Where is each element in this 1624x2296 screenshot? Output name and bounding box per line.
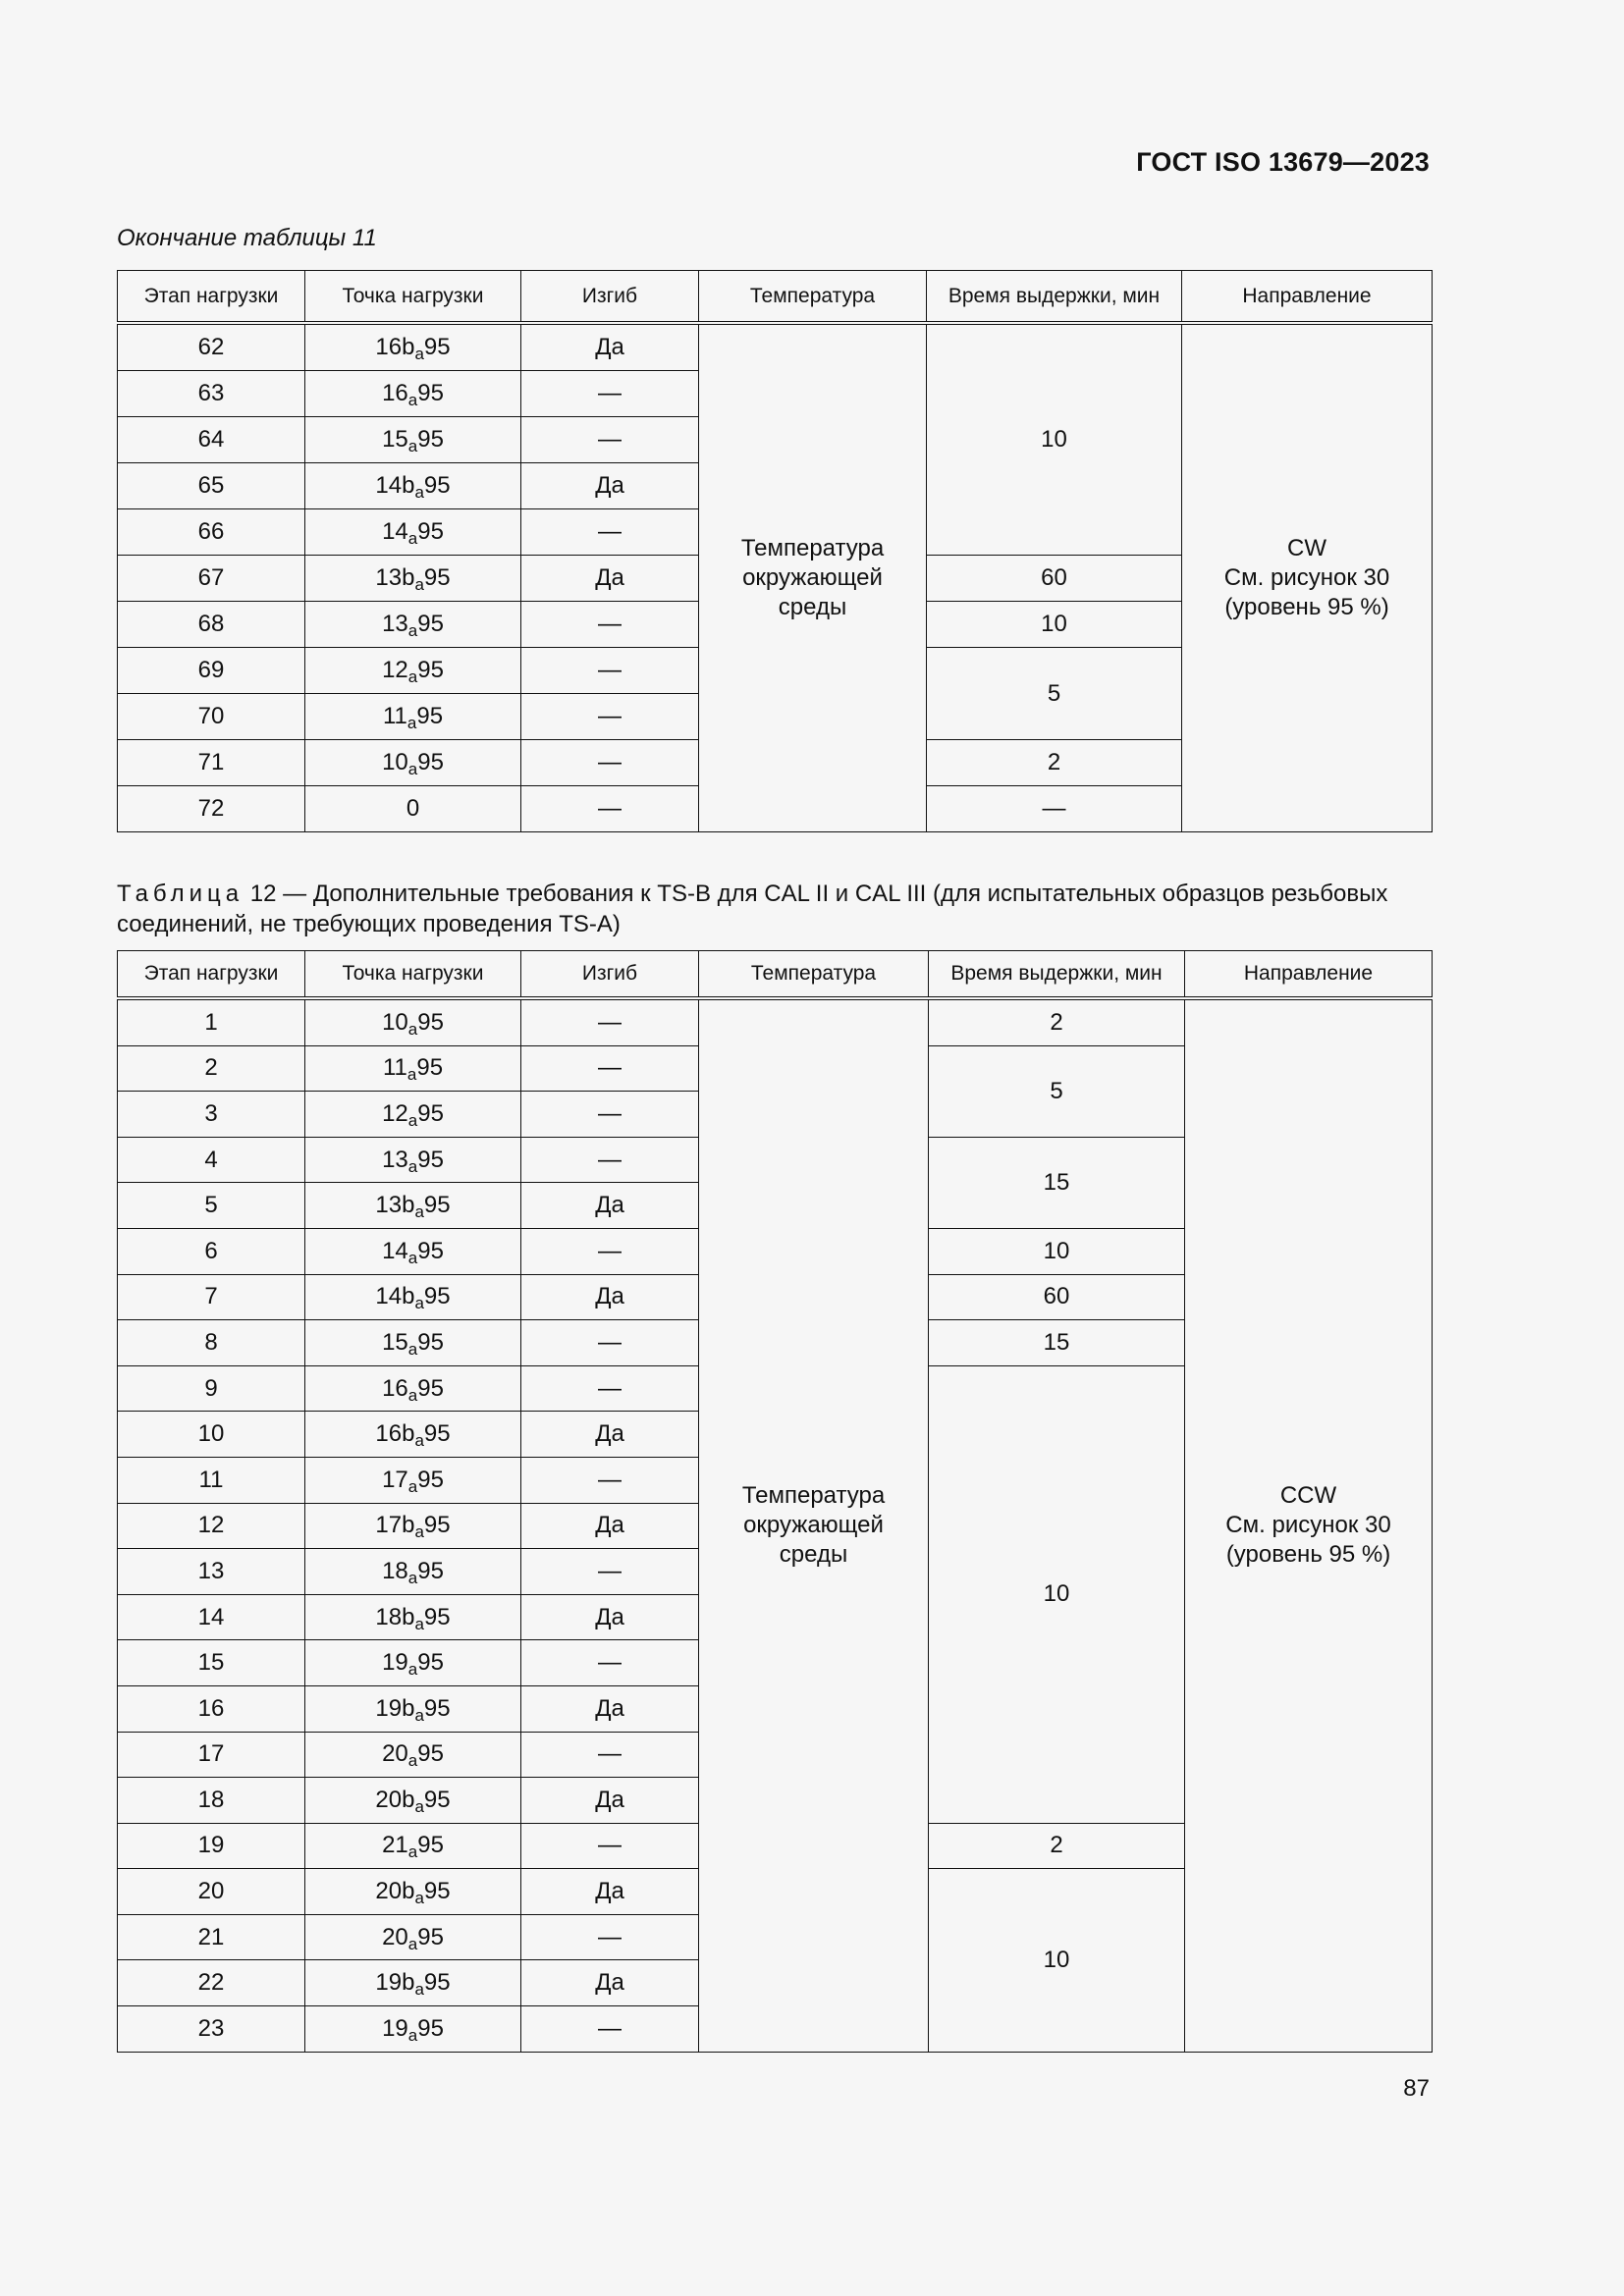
temperature-cell: Температура окружающей среды bbox=[699, 323, 927, 832]
stage-cell: 8 bbox=[118, 1320, 305, 1366]
bend-cell: — bbox=[521, 2006, 699, 2053]
table-header-row bbox=[118, 271, 1433, 324]
bend-cell: Да bbox=[521, 1183, 699, 1229]
load-point-cell: $13_a95$ bbox=[305, 1137, 521, 1183]
temperature-cell: Температура окружающей среды bbox=[699, 998, 929, 2052]
load-point-cell: $10_a95$ bbox=[305, 740, 521, 786]
hold-time-cell: 2 bbox=[927, 740, 1182, 786]
bend-cell: — bbox=[521, 1732, 699, 1778]
load-point-cell: $14_a95$ bbox=[305, 1228, 521, 1274]
load-point-cell: $20b_a95$ bbox=[305, 1869, 521, 1915]
hold-time-cell: 10 bbox=[927, 323, 1182, 556]
bend-cell: Да bbox=[521, 323, 699, 371]
stage-cell: 63 bbox=[118, 371, 305, 417]
stage-cell: 5 bbox=[118, 1183, 305, 1229]
column-header: Этап нагрузки bbox=[118, 271, 305, 324]
stage-cell: 62 bbox=[118, 323, 305, 371]
table-12 bbox=[117, 950, 1433, 2053]
hold-time-cell: 2 bbox=[929, 998, 1185, 1045]
load-point-cell: $19b_a95$ bbox=[305, 1960, 521, 2006]
column-header: Температура bbox=[699, 271, 927, 324]
hold-time-cell: 10 bbox=[927, 602, 1182, 648]
load-point-cell: $10_a95$ bbox=[305, 998, 521, 1045]
bend-cell: Да bbox=[521, 1503, 699, 1549]
hold-time-cell: 10 bbox=[929, 1869, 1185, 2052]
load-point-cell: $13b_a95$ bbox=[305, 556, 521, 602]
stage-cell: 71 bbox=[118, 740, 305, 786]
bend-cell: — bbox=[521, 1045, 699, 1092]
document-code: ГОСТ ISO 13679—2023 bbox=[1136, 147, 1430, 177]
bend-cell: Да bbox=[521, 1778, 699, 1824]
stage-cell: 15 bbox=[118, 1640, 305, 1686]
table-row bbox=[118, 323, 1433, 371]
bend-cell: — bbox=[521, 740, 699, 786]
load-point-cell: 0 bbox=[305, 786, 521, 832]
bend-cell: — bbox=[521, 417, 699, 463]
hold-time-cell: 5 bbox=[927, 648, 1182, 740]
load-point-cell: $13_a95$ bbox=[305, 602, 521, 648]
stage-cell: 19 bbox=[118, 1823, 305, 1869]
bend-cell: — bbox=[521, 998, 699, 1045]
stage-cell: 69 bbox=[118, 648, 305, 694]
stage-cell: 7 bbox=[118, 1274, 305, 1320]
stage-cell: 64 bbox=[118, 417, 305, 463]
bend-cell: — bbox=[521, 1914, 699, 1960]
bend-cell: — bbox=[521, 1549, 699, 1595]
hold-time-cell: 60 bbox=[929, 1274, 1185, 1320]
hold-time-cell: 15 bbox=[929, 1137, 1185, 1228]
bend-cell: — bbox=[521, 1640, 699, 1686]
bend-cell: — bbox=[521, 371, 699, 417]
load-point-cell: $14b_a95$ bbox=[305, 1274, 521, 1320]
stage-cell: 72 bbox=[118, 786, 305, 832]
stage-cell: 10 bbox=[118, 1412, 305, 1458]
bend-cell: — bbox=[521, 1228, 699, 1274]
stage-cell: 16 bbox=[118, 1685, 305, 1732]
bend-cell: Да bbox=[521, 1274, 699, 1320]
load-point-cell: $19_a95$ bbox=[305, 1640, 521, 1686]
load-point-cell: $17b_a95$ bbox=[305, 1503, 521, 1549]
column-header: Точка нагрузки bbox=[305, 271, 521, 324]
column-header: Изгиб bbox=[521, 271, 699, 324]
load-point-cell: $12_a95$ bbox=[305, 648, 521, 694]
hold-time-cell: — bbox=[927, 786, 1182, 832]
load-point-cell: $19b_a95$ bbox=[305, 1685, 521, 1732]
load-point-cell: $11_a95$ bbox=[305, 1045, 521, 1092]
stage-cell: 1 bbox=[118, 998, 305, 1045]
bend-cell: Да bbox=[521, 556, 699, 602]
column-header: Время выдержки, мин bbox=[929, 951, 1185, 999]
stage-cell: 20 bbox=[118, 1869, 305, 1915]
stage-cell: 65 bbox=[118, 463, 305, 509]
column-header: Время выдержки, мин bbox=[927, 271, 1182, 324]
stage-cell: 14 bbox=[118, 1594, 305, 1640]
column-header: Направление bbox=[1182, 271, 1433, 324]
table-11 bbox=[117, 270, 1433, 832]
stage-cell: 68 bbox=[118, 602, 305, 648]
column-header: Этап нагрузки bbox=[118, 951, 305, 999]
load-point-cell: $20_a95$ bbox=[305, 1732, 521, 1778]
stage-cell: 12 bbox=[118, 1503, 305, 1549]
load-point-cell: $13b_a95$ bbox=[305, 1183, 521, 1229]
stage-cell: 70 bbox=[118, 694, 305, 740]
hold-time-cell: 10 bbox=[929, 1365, 1185, 1823]
load-point-cell: $15_a95$ bbox=[305, 1320, 521, 1366]
hold-time-cell: 15 bbox=[929, 1320, 1185, 1366]
bend-cell: Да bbox=[521, 1412, 699, 1458]
stage-cell: 4 bbox=[118, 1137, 305, 1183]
bend-cell: — bbox=[521, 1365, 699, 1412]
load-point-cell: $19_a95$ bbox=[305, 2006, 521, 2053]
hold-time-cell: 10 bbox=[929, 1228, 1185, 1274]
stage-cell: 13 bbox=[118, 1549, 305, 1595]
load-point-cell: $21_a95$ bbox=[305, 1823, 521, 1869]
bend-cell: — bbox=[521, 694, 699, 740]
direction-cell: CW См. рисунок 30 (уровень 95 %) bbox=[1182, 323, 1433, 832]
column-header: Направление bbox=[1185, 951, 1433, 999]
stage-cell: 11 bbox=[118, 1457, 305, 1503]
table-11-continuation-caption: Окончание таблицы 11 bbox=[117, 225, 377, 251]
hold-time-cell: 5 bbox=[929, 1045, 1185, 1137]
table-12-caption-text: 12 — Дополнительные требования к TS-B для CAL II и CAL III (для испытательных образцов резьбовых соединений, не требующих проведения TS-A) bbox=[117, 881, 1388, 937]
load-point-cell: $14b_a95$ bbox=[305, 463, 521, 509]
table-12-caption-label: Таблица bbox=[117, 881, 244, 907]
column-header: Температура bbox=[699, 951, 929, 999]
load-point-cell: $15_a95$ bbox=[305, 417, 521, 463]
table-header-row bbox=[118, 951, 1433, 999]
bend-cell: — bbox=[521, 1823, 699, 1869]
load-point-cell: $14_a95$ bbox=[305, 509, 521, 556]
stage-cell: 6 bbox=[118, 1228, 305, 1274]
load-point-cell: $18b_a95$ bbox=[305, 1594, 521, 1640]
bend-cell: — bbox=[521, 602, 699, 648]
bend-cell: Да bbox=[521, 1685, 699, 1732]
stage-cell: 2 bbox=[118, 1045, 305, 1092]
bend-cell: Да bbox=[521, 1869, 699, 1915]
stage-cell: 3 bbox=[118, 1092, 305, 1138]
bend-cell: — bbox=[521, 1092, 699, 1138]
hold-time-cell: 60 bbox=[927, 556, 1182, 602]
stage-cell: 23 bbox=[118, 2006, 305, 2053]
load-point-cell: $16_a95$ bbox=[305, 1365, 521, 1412]
table-12-caption bbox=[117, 879, 1433, 939]
stage-cell: 22 bbox=[118, 1960, 305, 2006]
load-point-cell: $12_a95$ bbox=[305, 1092, 521, 1138]
stage-cell: 9 bbox=[118, 1365, 305, 1412]
direction-cell: CCW См. рисунок 30 (уровень 95 %) bbox=[1185, 998, 1433, 2052]
load-point-cell: $11_a95$ bbox=[305, 694, 521, 740]
column-header: Точка нагрузки bbox=[305, 951, 521, 999]
bend-cell: — bbox=[521, 786, 699, 832]
stage-cell: 21 bbox=[118, 1914, 305, 1960]
load-point-cell: $20b_a95$ bbox=[305, 1778, 521, 1824]
bend-cell: — bbox=[521, 1457, 699, 1503]
bend-cell: — bbox=[521, 509, 699, 556]
bend-cell: Да bbox=[521, 1960, 699, 2006]
load-point-cell: $18_a95$ bbox=[305, 1549, 521, 1595]
load-point-cell: $20_a95$ bbox=[305, 1914, 521, 1960]
column-header: Изгиб bbox=[521, 951, 699, 999]
load-point-cell: $17_a95$ bbox=[305, 1457, 521, 1503]
stage-cell: 18 bbox=[118, 1778, 305, 1824]
load-point-cell: $16b_a95$ bbox=[305, 1412, 521, 1458]
bend-cell: — bbox=[521, 1320, 699, 1366]
hold-time-cell: 2 bbox=[929, 1823, 1185, 1869]
bend-cell: — bbox=[521, 1137, 699, 1183]
bend-cell: — bbox=[521, 648, 699, 694]
stage-cell: 66 bbox=[118, 509, 305, 556]
page-number: 87 bbox=[1403, 2075, 1430, 2102]
stage-cell: 67 bbox=[118, 556, 305, 602]
stage-cell: 17 bbox=[118, 1732, 305, 1778]
load-point-cell: $16_a95$ bbox=[305, 371, 521, 417]
bend-cell: Да bbox=[521, 463, 699, 509]
load-point-cell: $16b_a95$ bbox=[305, 323, 521, 371]
table-row bbox=[118, 998, 1433, 1045]
bend-cell: Да bbox=[521, 1594, 699, 1640]
